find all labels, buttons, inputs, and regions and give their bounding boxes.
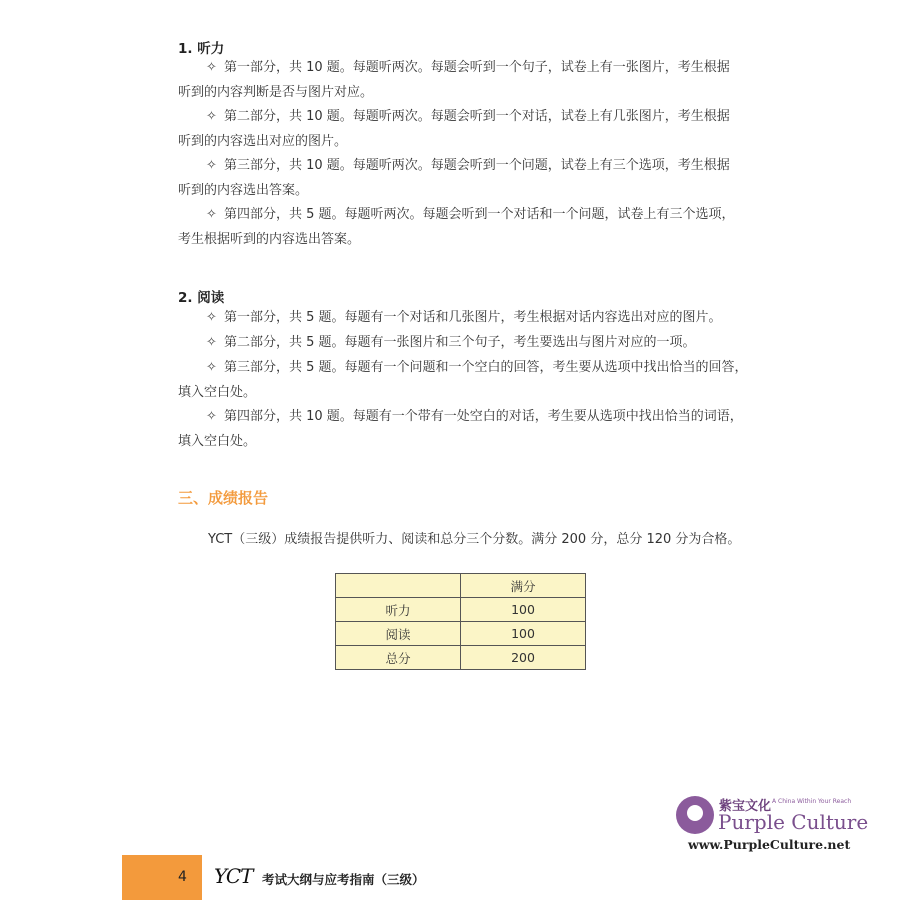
item-text-cont: 听到的内容选出对应的图片。 (178, 134, 348, 149)
table-row-value: 100 (461, 622, 586, 646)
item-text: 第四部分，共 5 题。每题听两次。每题会听到一个对话和一个问题，试卷上有三个选项， (224, 207, 735, 222)
item-text: 第三部分，共 5 题。每题有一个问题和一个空白的回答，考生要从选项中找出恰当的回答， (224, 360, 748, 375)
item-text-cont: 填入空白处。 (178, 434, 257, 449)
table-row (336, 646, 586, 670)
diamond-bullet-icon: ✧ (206, 409, 217, 424)
purple-culture-watermark (676, 796, 869, 866)
diamond-bullet-icon: ✧ (206, 310, 217, 325)
table-row-value: 100 (461, 598, 586, 622)
item-text: 第二部分，共 10 题。每题听两次。每题会听到一个对话，试卷上有几张图片，考生根据 (224, 109, 730, 124)
table-row-label: 总分 (336, 646, 461, 670)
listening-item-4 (178, 202, 738, 252)
item-text: 第二部分，共 5 题。每题有一张图片和三个句子，考生要选出与图片对应的一项。 (224, 335, 696, 350)
report-intro: YCT（三级）成绩报告提供听力、阅读和总分三个分数。满分 200 分，总分 120 分为合格。 (208, 532, 741, 547)
item-text: 第三部分，共 10 题。每题听两次。每题会听到一个问题，试卷上有三个选项，考生根据 (224, 158, 730, 173)
watermark-tagline: A China Within Your Reach (772, 798, 852, 805)
table-row-label: 阅读 (336, 622, 461, 646)
reading-item-2 (178, 330, 738, 355)
watermark-url: www.PurpleCulture.net (688, 837, 851, 852)
listening-item-3 (178, 153, 738, 203)
diamond-bullet-icon: ✧ (206, 207, 217, 222)
listening-item-1 (178, 55, 738, 105)
reading-item-1 (178, 305, 738, 330)
diamond-bullet-icon: ✧ (206, 109, 217, 124)
table-row (336, 598, 586, 622)
report-section-title: 三、成绩报告 (178, 489, 269, 507)
score-table (335, 573, 586, 670)
watermark-english-name: Purple Culture (718, 810, 869, 834)
item-text: 第一部分，共 5 题。每题有一个对话和几张图片，考生根据对话内容选出对应的图片。 (224, 310, 722, 325)
listening-item-2 (178, 104, 738, 154)
purple-culture-logo-icon (676, 796, 714, 834)
diamond-bullet-icon: ✧ (206, 335, 217, 350)
table-row (336, 622, 586, 646)
reading-item-4 (178, 404, 743, 454)
diamond-bullet-icon: ✧ (206, 60, 217, 75)
item-text-cont: 填入空白处。 (178, 385, 257, 400)
watermark-chinese-name: 紫宝文化 (719, 799, 772, 814)
page-number-tab (122, 855, 202, 900)
item-text-cont: 听到的内容选出答案。 (178, 183, 309, 198)
table-row-value: 200 (461, 646, 586, 670)
diamond-bullet-icon: ✧ (206, 360, 217, 375)
table-row-label: 听力 (336, 598, 461, 622)
table-header-full-score: 满分 (461, 574, 586, 598)
table-cell-empty (336, 574, 461, 598)
item-text-cont: 考生根据听到的内容选出答案。 (178, 232, 361, 247)
reading-section-title: 2. 阅读 (178, 290, 225, 306)
book-title: 考试大纲与应考指南（三级） (262, 872, 425, 887)
item-text: 第四部分，共 10 题。每题有一个带有一处空白的对话，考生要从选项中找出恰当的词语， (224, 409, 743, 424)
item-text: 第一部分，共 10 题。每题听两次。每题会听到一个句子，试卷上有一张图片，考生根据 (224, 60, 730, 75)
diamond-bullet-icon: ✧ (206, 158, 217, 173)
listening-section-title: 1. 听力 (178, 41, 225, 57)
page-number: 4 (178, 869, 187, 885)
item-text-cont: 听到的内容判断是否与图片对应。 (178, 85, 374, 100)
table-header-row (336, 574, 586, 598)
yct-logo: YCT (214, 864, 253, 888)
reading-item-3 (178, 355, 748, 405)
